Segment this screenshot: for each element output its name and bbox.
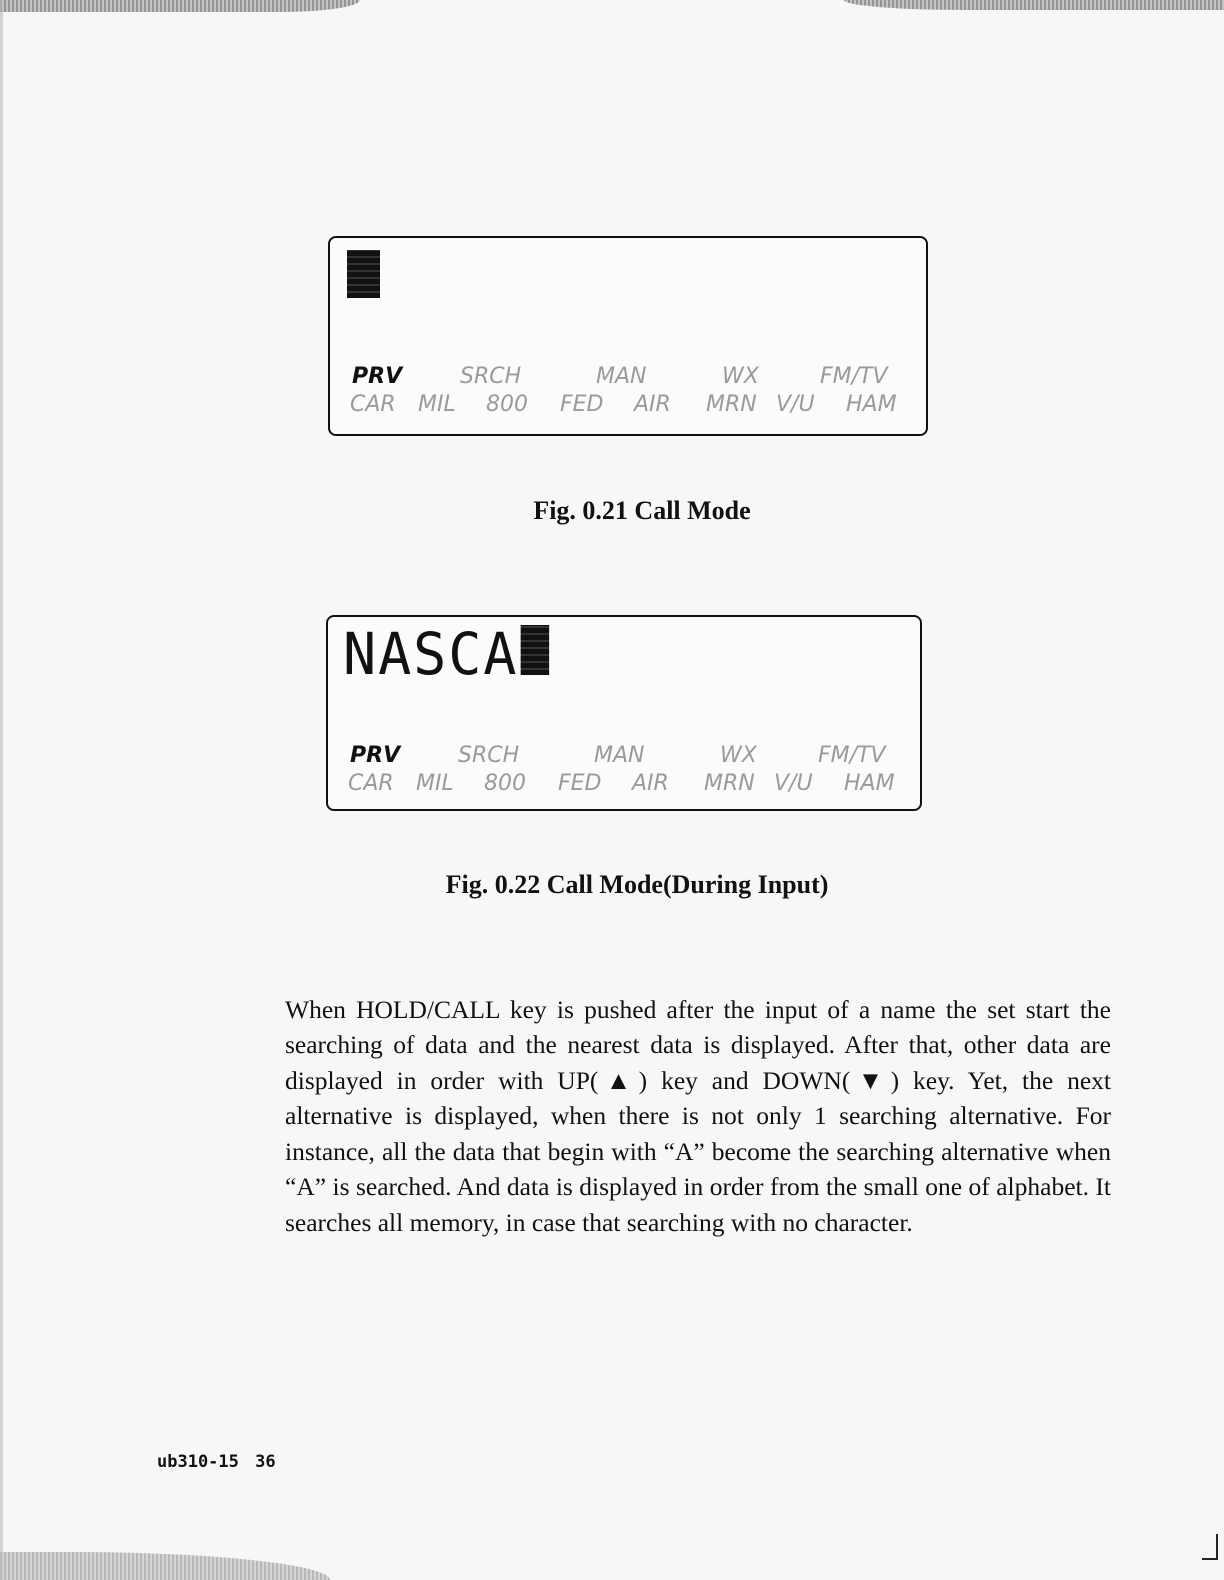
indicator-wx: WX [720, 743, 757, 768]
indicator-800: 800 [486, 392, 528, 417]
indicator-mrn: MRN [706, 392, 757, 417]
indicator-mil: MIL [418, 392, 456, 417]
indicator-srch: SRCH [458, 743, 520, 768]
lcd-indicator-row-bottom [348, 771, 900, 797]
lcd-indicator-row-top [348, 743, 900, 769]
figure-caption-0-22: Fig. 0.22 Call Mode(During Input) [445, 870, 829, 899]
indicator-800: 800 [484, 771, 526, 796]
scan-corner-mark [1202, 1534, 1218, 1560]
indicator-fmtv: FM/TV [820, 364, 888, 389]
indicator-car: CAR [350, 392, 396, 417]
lcd-name-input: NASCA [343, 620, 519, 688]
indicator-srch: SRCH [460, 364, 522, 389]
indicator-vu: V/U [776, 392, 815, 417]
lcd-indicator-row-top [350, 364, 906, 390]
indicator-ham: HAM [844, 771, 895, 796]
indicator-fed: FED [560, 392, 604, 417]
lcd-display-call-mode [328, 236, 928, 436]
footer-doc-id: ub310-15 [157, 1452, 239, 1472]
indicator-prv: PRV [350, 743, 401, 768]
indicator-car: CAR [348, 771, 394, 796]
indicator-man: MAN [594, 743, 645, 768]
indicator-air: AIR [634, 392, 671, 417]
footer-page-number: 36 [255, 1452, 276, 1472]
lcd-cursor-block [347, 250, 380, 298]
indicator-fed: FED [558, 771, 602, 796]
lcd-cursor-block [520, 625, 549, 675]
lcd-name-input-row [343, 620, 549, 688]
lcd-display-call-mode-input [326, 615, 922, 811]
indicator-ham: HAM [846, 392, 897, 417]
indicator-wx: WX [722, 364, 759, 389]
indicator-prv: PRV [352, 364, 403, 389]
scan-shadow-top-left [0, 0, 360, 12]
indicator-mrn: MRN [704, 771, 755, 796]
indicator-mil: MIL [416, 771, 454, 796]
page-footer [157, 1452, 276, 1472]
indicator-man: MAN [596, 364, 647, 389]
figure-caption-0-21: Fig. 0.21 Call Mode [533, 496, 751, 525]
indicator-vu: V/U [774, 771, 813, 796]
scan-edge-left [0, 0, 3, 1580]
indicator-air: AIR [632, 771, 669, 796]
indicator-fmtv: FM/TV [818, 743, 886, 768]
lcd-indicator-row-bottom [350, 392, 906, 418]
scan-shadow-bottom-left [0, 1552, 330, 1580]
body-paragraph: When HOLD/CALL key is pushed after the input of a name the set start the searching of data and the nearest data is displayed. After that, other data are displayed in order with UP(▲) key and DOWN(▼) key. Yet, the next alternative is displayed, when there is not only 1 searching alternative. For instance, all the data that begin with “A” become the searching alternative when “A” is searched. And data is displayed in order from the small one of alphabet. It searches all memory, in case that searching with no character. [285, 994, 1111, 1237]
scan-shadow-top-right [844, 0, 1224, 10]
